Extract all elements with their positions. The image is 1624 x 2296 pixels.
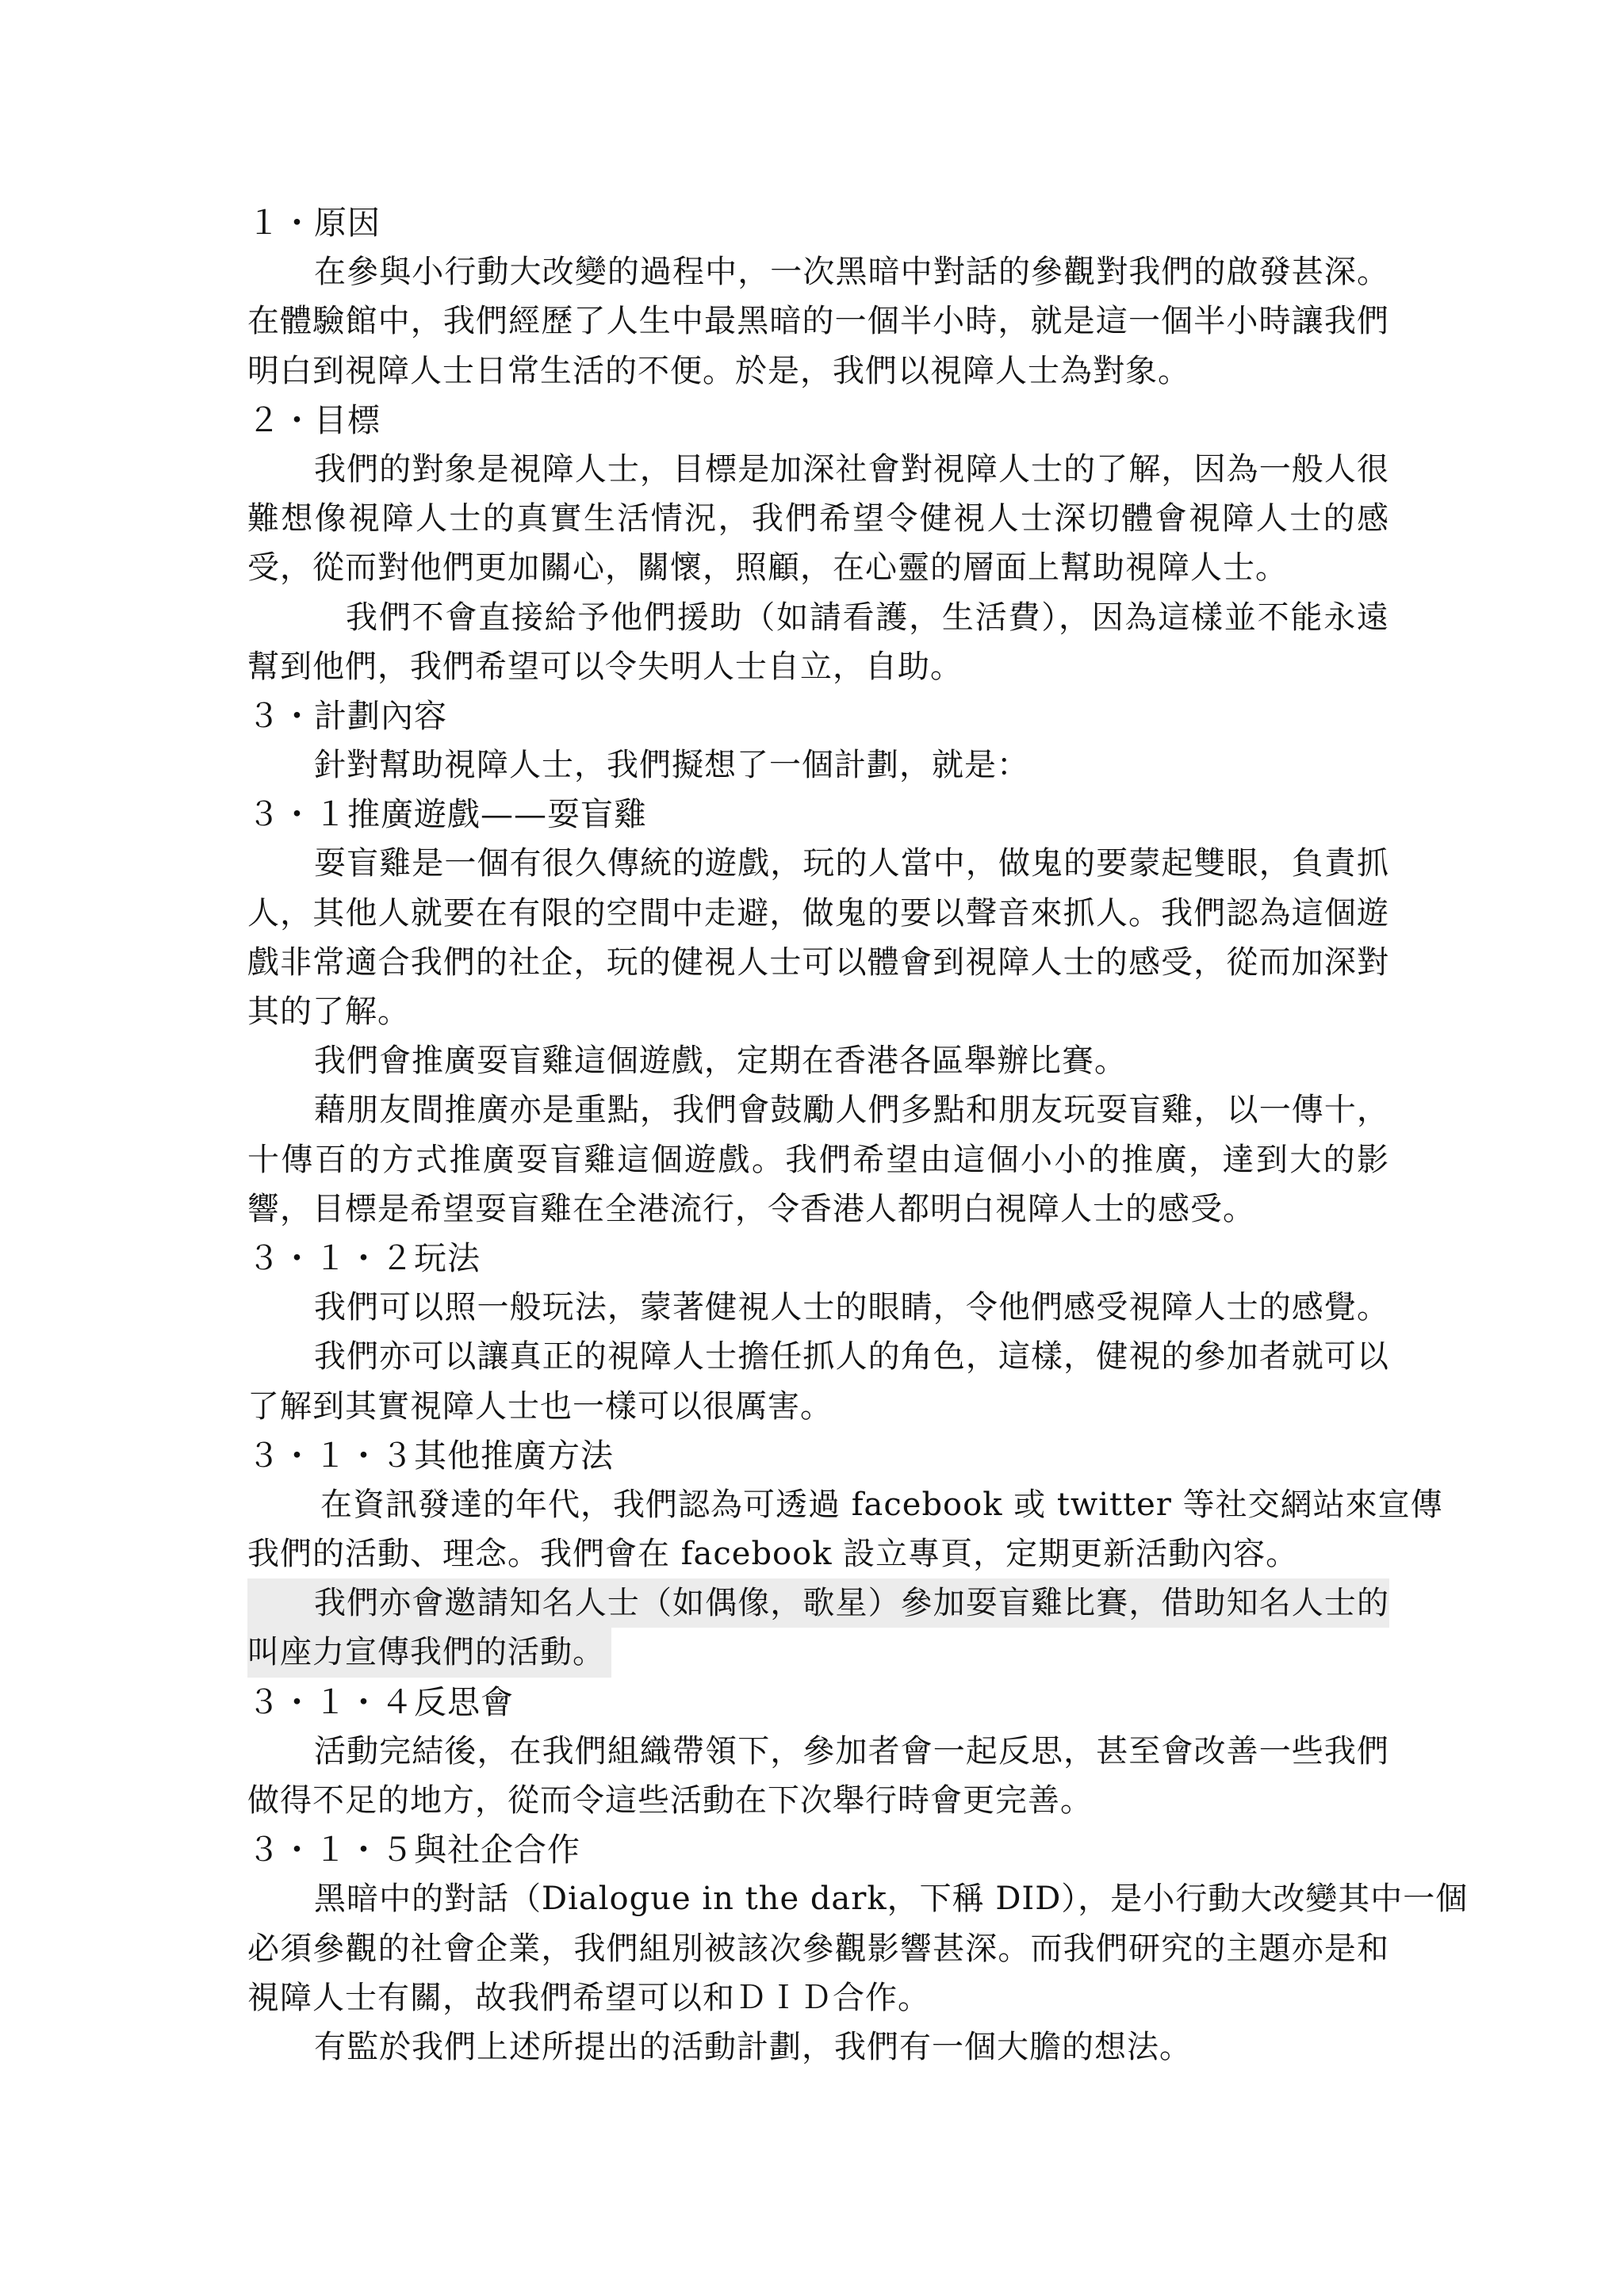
paragraph-game-line: 耍盲雞是一個有很久傳統的遊戲，玩的人當中，做鬼的要蒙起雙眼，負責抓: [314, 845, 1389, 882]
paragraph-goal-line: 受，從而對他們更加關心，關懷，照顧，在心靈的層面上幫助視障人士。: [247, 549, 1288, 587]
paragraph-goal-line: 幫到他們，我們希望可以令失明人士自立，自助。: [247, 648, 963, 685]
highlighted-paragraph-line: 我們亦會邀請知名人士（如偶像，歌星）參加耍盲雞比賽，借助知名人士的: [247, 1578, 1389, 1628]
paragraph-reason-line: 在體驗館中，我們經歷了人生中最黑暗的一個半小時，就是這一個半小時讓我們: [247, 303, 1389, 340]
paragraph-promotion-line: 我們的活動、理念。我們會在 facebook 設立專頁，定期更新活動內容。: [247, 1536, 1299, 1573]
paragraph-game-line: 藉朋友間推廣亦是重點，我們會鼓勵人們多點和朋友玩耍盲雞，以一傳十，: [314, 1092, 1389, 1129]
paragraph-rules-line: 我們可以照一般玩法，蒙著健視人士的眼睛，令他們感受視障人士的感覺。: [314, 1289, 1389, 1326]
highlighted-paragraph-line-wrapper: [247, 1628, 1389, 1677]
paragraph-reason-line: 在參與小行動大改變的過程中，一次黑暗中對話的參觀對我們的啟發甚深。: [314, 254, 1389, 291]
paragraph-promotion-line: 在資訊發達的年代，我們認為可透過 facebook 或 twitter 等社交網站來宣傳: [320, 1486, 1443, 1523]
heading-3-1-5: ３・１・５與社企合作: [247, 1831, 580, 1869]
paragraph-game-line: 十傳百的方式推廣耍盲雞這個遊戲。我們希望由這個小小的推廣，達到大的影: [247, 1141, 1389, 1178]
paragraph-reason-line: 明白到視障人士日常生活的不便。於是，我們以視障人士為對象。: [247, 352, 1190, 389]
paragraph-reflection-line: 活動完結後，在我們組織帶領下，參加者會一起反思，甚至會改善一些我們: [314, 1732, 1389, 1770]
paragraph-plan-line: 針對幫助視障人士，我們擬想了一個計劃，就是：: [314, 747, 1029, 784]
heading-plan: ３・計劃內容: [247, 696, 447, 735]
paragraph-game-line: 響，目標是希望耍盲雞在全港流行，令香港人都明白視障人士的感受。: [247, 1190, 1255, 1227]
document-page: [247, 198, 1469, 2072]
paragraph-partnership-line: 黑暗中的對話（Dialogue in the dark，下稱 DID），是小行動大改變其中一個: [314, 1881, 1469, 1918]
paragraph-goal-line: 難想像視障人士的真實生活情況，我們希望令健視人士深切體會視障人士的感: [247, 500, 1389, 538]
paragraph-goal-line: 我們的對象是視障人士，目標是加深社會對視障人士的了解，因為一般人很: [314, 450, 1389, 488]
paragraph-rules-line: 了解到其實視障人士也一樣可以很厲害。: [247, 1387, 833, 1425]
paragraph-game-line: 其的了解。: [247, 993, 410, 1030]
heading-3-1: ３・１推廣遊戲——耍盲雞: [247, 795, 647, 834]
paragraph-closing-line: 有監於我們上述所提出的活動計劃，我們有一個大膽的想法。: [314, 2028, 1192, 2065]
heading-3-1-4: ３・１・４反思會: [247, 1682, 514, 1721]
paragraph-game-line: 我們會推廣耍盲雞這個遊戲，定期在香港各區舉辦比賽。: [314, 1043, 1127, 1080]
heading-reason: １・原因: [247, 204, 381, 242]
heading-goal: ２・目標: [247, 400, 381, 439]
paragraph-rules-line: 我們亦可以讓真正的視障人士擔任抓人的角色，這樣，健視的參加者就可以: [314, 1338, 1389, 1376]
heading-3-1-3: ３・１・３其他推廣方法: [247, 1436, 614, 1475]
paragraph-reflection-line: 做得不足的地方，從而令這些活動在下次舉行時會更完善。: [247, 1782, 1093, 1819]
paragraph-goal-line: 我們不會直接給予他們援助（如請看護，生活費），因為這樣並不能永遠: [346, 599, 1389, 636]
highlighted-paragraph-line: 叫座力宣傳我們的活動。: [247, 1628, 611, 1677]
paragraph-game-line: 戲非常適合我們的社企，玩的健視人士可以體會到視障人士的感受，從而加深對: [247, 943, 1389, 981]
paragraph-partnership-line: 視障人士有關，故我們希望可以和ＤＩＤ合作。: [247, 1979, 930, 2016]
heading-3-1-2: ３・１・２玩法: [247, 1238, 481, 1277]
paragraph-partnership-line: 必須參觀的社會企業，我們組別被該次參觀影響甚深。而我們研究的主題亦是和: [247, 1930, 1389, 1967]
paragraph-game-line: 人，其他人就要在有限的空間中走避，做鬼的要以聲音來抓人。我們認為這個遊: [247, 894, 1389, 932]
